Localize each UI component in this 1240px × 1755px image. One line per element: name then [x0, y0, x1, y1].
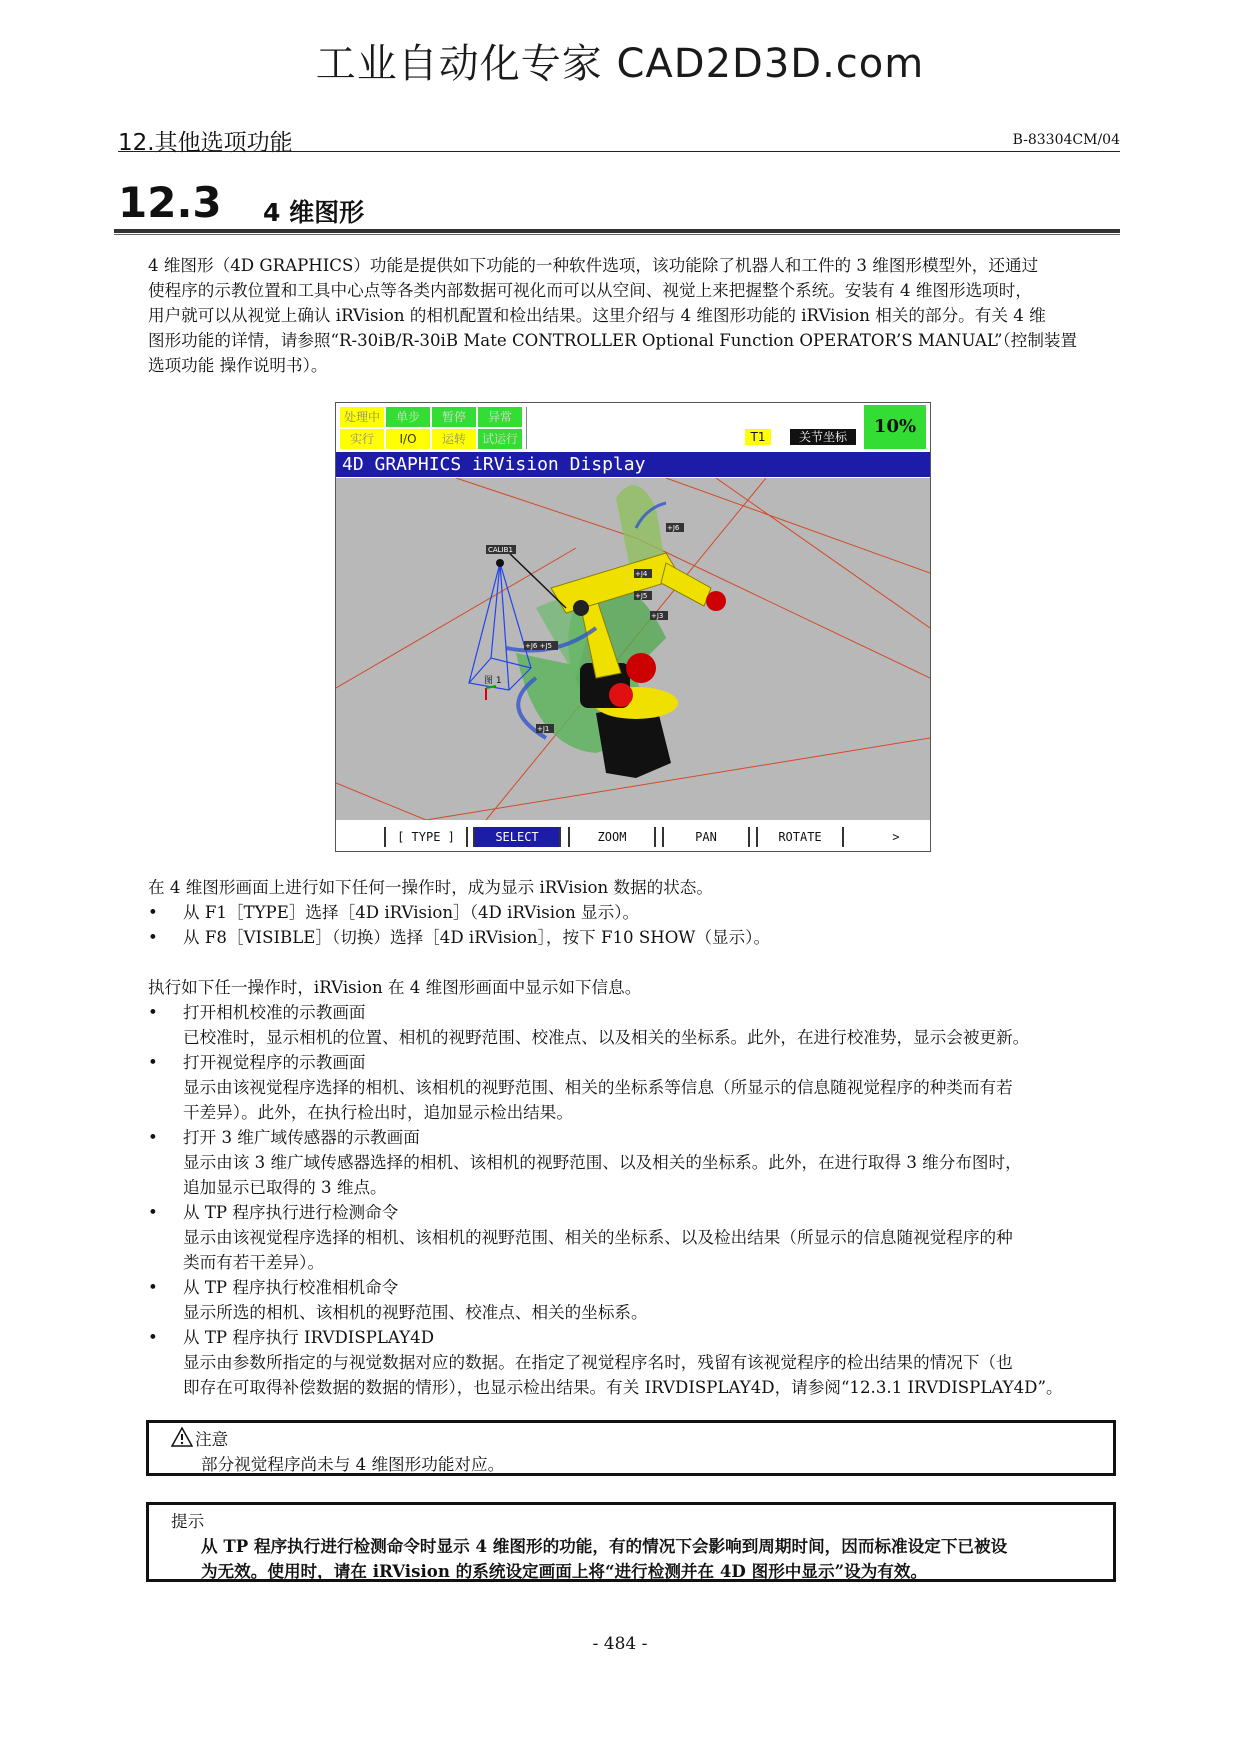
caution-box [146, 1420, 1116, 1476]
watermark: 工业自动化专家 CAD2D3D.com [315, 41, 925, 87]
view-label: +J4 [635, 570, 648, 578]
chapter-header: 12.其他选项功能 [118, 130, 293, 156]
mode-indicator: T1 [745, 429, 771, 445]
display-ops-lead: 在 4 维图形画面上进行如下任何一操作时，成为显示 iRVision 数据的状态。 [148, 878, 713, 897]
view-label: +J6 [667, 524, 680, 532]
teach-pendant-screen [335, 402, 931, 852]
intro-line: 使程序的示教位置和工具中心点等各类内部数据可视化而可以从空间、视觉上来把握整个系统。安装有 4 维图形选项时， [148, 281, 1032, 300]
bullet-desc: 显示由参数所指定的与视觉数据对应的数据。在指定了视觉程序名时，残留有该视觉程序的检出结果的情况下（也 即存在可取得补偿数据的数据的情形），也显示检出结果。有关 IRVDISPLAY4D，请参阅“12.3.1 IRVDISPLAY4D”。 [183, 1353, 1063, 1397]
view-label: +J6 +J5 [525, 642, 552, 650]
status-bar [336, 403, 930, 451]
bullet-desc: 显示所选的相机、该相机的视野范围、校准点、相关的坐标系。 [183, 1303, 648, 1322]
tip-body: 从 TP 程序执行进行检测命令时显示 4 维图形的功能，有的情况下会影响到周期时间，因而标准设定下已被设 为无效。使用时，请在 iRVision 的系统设定画面上将“进行检测并在 4D 图形中显示”设为有效。 [201, 1536, 1008, 1581]
f1-type-key[interactable]: [ TYPE ] [384, 827, 468, 847]
intro-line: 图形功能的详情，请参照“R-30iB/R-30iB Mate CONTROLLER Optional Function OPERATOR’S MANUAL”（控制装置 [148, 331, 1078, 350]
status-tstmode: 试运行 [478, 429, 522, 449]
f3-zoom-key[interactable]: ZOOM [568, 827, 656, 847]
view-label: +J3 [651, 612, 664, 620]
status-fault: 异常 [478, 407, 522, 427]
override-indicator: 10% [864, 405, 926, 449]
bullet-desc: 显示由该视觉程序选择的相机、该相机的视野范围、相关的坐标系、以及检出结果（所显示的信息随视觉程序的种 类而有若干差异）。 [183, 1228, 1013, 1272]
section-title: 4 维图形 [263, 198, 365, 227]
bullet-desc: 已校准时，显示相机的位置、相机的视野范围、校准点、以及相关的坐标系。此外，在进行校准势，显示会被更新。 [183, 1028, 1030, 1047]
next-page-key[interactable]: > [892, 830, 900, 844]
status-run: 实行 [340, 429, 384, 449]
status-step: 单步 [386, 407, 430, 427]
warning-icon [171, 1427, 193, 1454]
view-label: 图 1 [484, 676, 502, 686]
header-rule [118, 151, 1120, 152]
bullet-desc: 显示由该视觉程序选择的相机、该相机的视野范围、相关的坐标系等信息（所显示的信息随视觉程序的种类而有若 干差异）。此外，在执行检出时，追加显示检出结果。 [183, 1078, 1013, 1122]
view-label: +J5 [635, 592, 648, 600]
status-busy: 处理中 [340, 407, 384, 427]
intro-paragraph [148, 253, 1120, 378]
f5-rotate-key[interactable]: ROTATE [756, 827, 844, 847]
tip-title: 提示 [171, 1512, 205, 1531]
status-hold: 暂停 [432, 407, 476, 427]
f4-pan-key[interactable]: PAN [662, 827, 750, 847]
section-number: 12.3 [118, 178, 222, 227]
tip-box [146, 1502, 1116, 1582]
caution-title: 注意 [195, 1430, 229, 1449]
document-number: B-83304CM/04 [1012, 132, 1120, 148]
view-label: +J1 [537, 725, 550, 733]
section-rule [114, 229, 1120, 235]
bullet-desc: 显示由该 3 维广域传感器选择的相机、该相机的视野范围、以及相关的坐标系。此外，在进行取得 3 维分布图时， 追加显示已取得的 3 维点。 [183, 1153, 1022, 1197]
status-io: I/O [386, 429, 430, 449]
f2-select-key[interactable]: SELECT [473, 827, 561, 847]
function-key-bar [336, 824, 930, 850]
coord-indicator: 关节坐标 [790, 429, 856, 445]
intro-line: 选项功能 操作说明书）。 [148, 356, 328, 375]
caution-body: 部分视觉程序尚未与 4 维图形功能对应。 [201, 1455, 505, 1474]
camera-icon [496, 559, 504, 567]
intro-line: 4 维图形（4D GRAPHICS）功能是提供如下功能的一种软件选项，该功能除了机器人和工件的 3 维图形模型外，还通过 [148, 256, 1039, 275]
view-label: CALIB1 [488, 546, 513, 554]
screen-title: 4D GRAPHICS iRVision Display [336, 452, 930, 477]
status-prod: 运转 [432, 429, 476, 449]
intro-line: 用户就可以从视觉上确认 iRVision 的相机配置和检出结果。这里介绍与 4 维图形功能的 iRVision 相关的部分。有关 4 维 [148, 306, 1046, 325]
info-ops-lead: 执行如下任一操作时，iRVision 在 4 维图形画面中显示如下信息。 [148, 978, 642, 997]
4d-graphics-view[interactable] [336, 478, 930, 820]
page-number: - 484 - [592, 1634, 648, 1654]
